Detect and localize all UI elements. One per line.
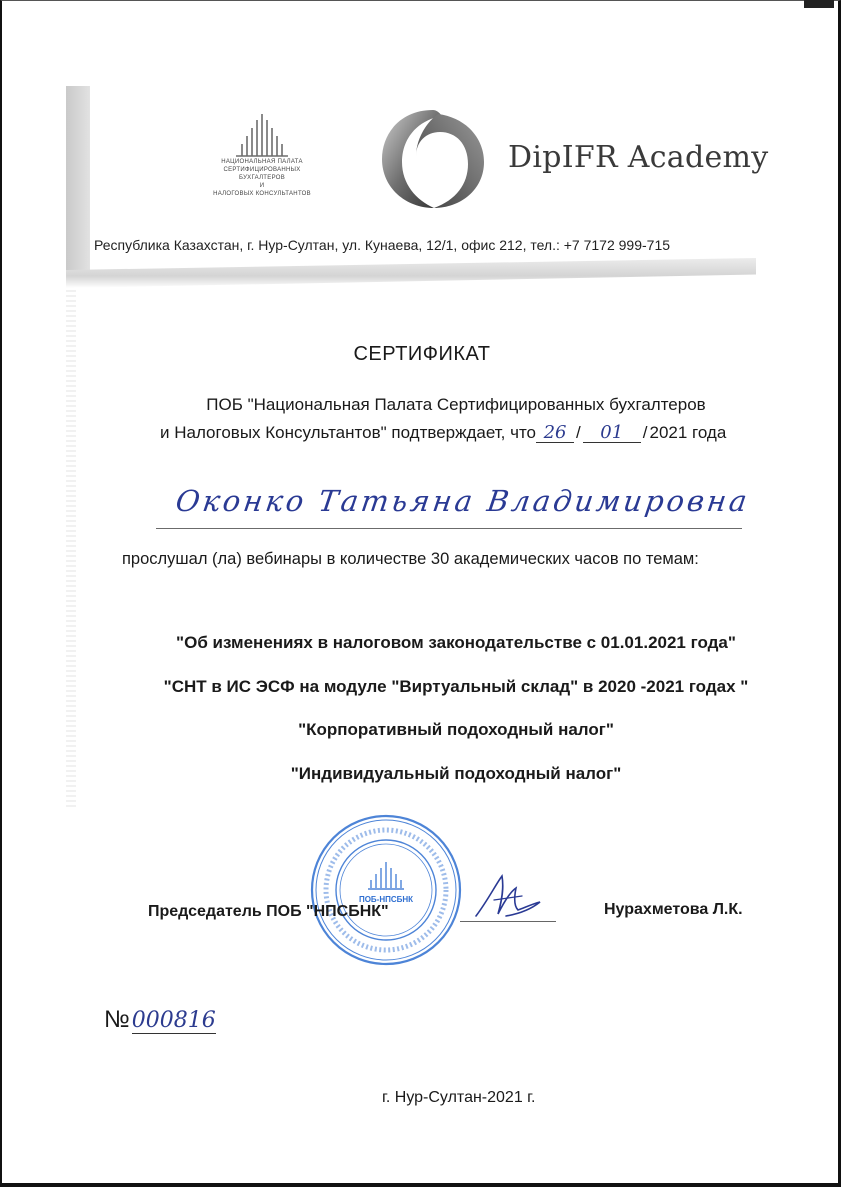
topic-item: "Индивидуальный подоходный налог" bbox=[290, 764, 622, 783]
stamp-center-text: ПОБ-НПСБНК bbox=[358, 895, 414, 904]
nps-text-line: И bbox=[259, 183, 265, 189]
confirm-prefix: и Налоговых Консультантов" подтверждает, что bbox=[160, 423, 537, 442]
date-month: 01 bbox=[583, 423, 641, 443]
city-year: г. Нур-Султан-2021 г. bbox=[382, 1089, 536, 1106]
topic-item: "СНТ в ИС ЭСФ на модуле "Виртуальный склад" в 2020 -2021 годах " bbox=[163, 677, 749, 696]
nps-text-line: НАЦИОНАЛЬНАЯ ПАЛАТА bbox=[221, 159, 303, 165]
number-sign: № bbox=[104, 1006, 130, 1033]
address: Республика Казахстан, г. Нур-Султан, ул. Кунаева, 12/1, офис 212, тел.: +7 7172 999-715 bbox=[94, 237, 671, 253]
certificate-number-value: 000816 bbox=[131, 1008, 216, 1033]
date-separator: / bbox=[642, 423, 648, 442]
nps-text-line: БУХГАЛТЕРОВ bbox=[238, 175, 286, 181]
date-year: 2021 года bbox=[649, 423, 727, 442]
nps-text-line: НАЛОГОВЫХ КОНСУЛЬТАНТОВ bbox=[213, 191, 311, 197]
confirm-line-1: ПОБ "Национальная Палата Сертифицированных бухгалтеров bbox=[206, 395, 706, 414]
confirm-line-2 bbox=[160, 423, 726, 443]
recipient-name-line bbox=[156, 484, 752, 529]
dipifr-academy-name: DipIFR Academy bbox=[508, 140, 769, 175]
dipifr-ring-icon bbox=[376, 104, 490, 214]
topic-item: "Об изменениях в налоговом законодательстве с 01.01.2021 года" bbox=[176, 633, 736, 652]
topic-item: "Корпоративный подоходный налог" bbox=[298, 720, 614, 739]
date-day: 26 bbox=[536, 423, 574, 443]
nps-logo-text bbox=[192, 158, 332, 198]
attended-statement: прослушал (ла) вебинары в количестве 30 академических часов по темам: bbox=[122, 550, 699, 568]
scan-shadow-left bbox=[66, 86, 90, 286]
signer-name: Нурахметова Л.К. bbox=[604, 901, 743, 918]
nps-logo bbox=[192, 112, 332, 204]
nps-building-icon bbox=[222, 112, 302, 158]
signature-line bbox=[460, 921, 556, 922]
handwritten-signature bbox=[458, 870, 558, 924]
signer-title: Председатель ПОБ "НПСБНК" bbox=[148, 903, 389, 920]
certificate-number bbox=[104, 1006, 216, 1034]
official-stamp bbox=[308, 812, 464, 968]
nps-text-line: СЕРТИФИЦИРОВАННЫХ bbox=[223, 167, 301, 173]
scan-corner-mark bbox=[804, 0, 834, 8]
certificate-title: СЕРТИФИКАТ bbox=[353, 343, 491, 365]
recipient-name: Оконко Татьяна Владимировна bbox=[173, 484, 752, 518]
date-separator: / bbox=[576, 423, 581, 442]
